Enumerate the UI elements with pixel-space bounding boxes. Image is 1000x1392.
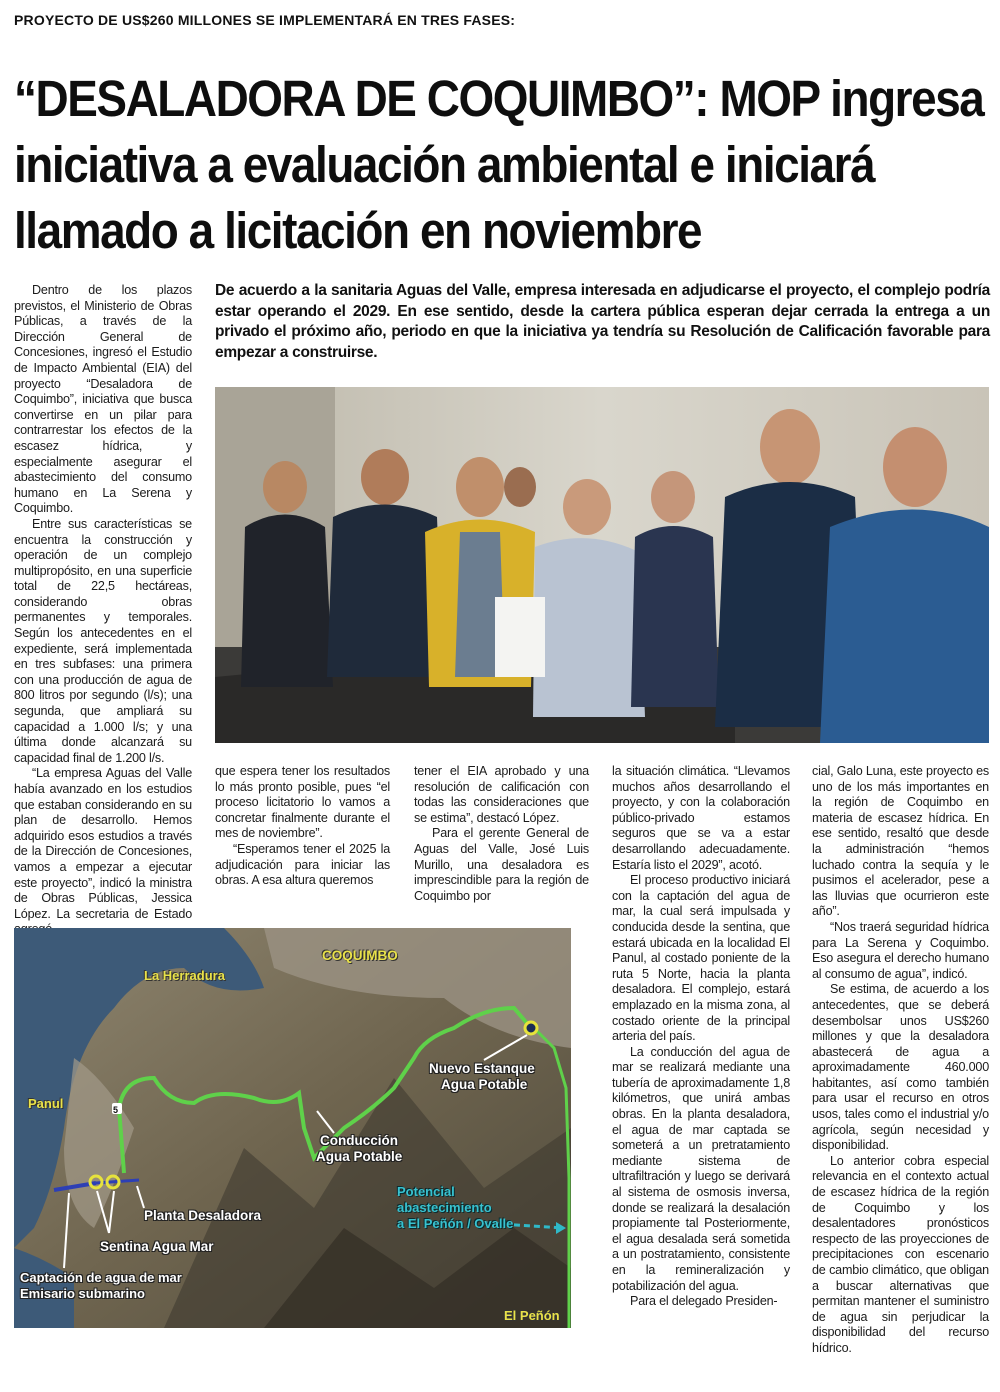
paragraph: “Esperamos tener el 2025 la adjudicación para iniciar las obras. A esa altura queremos: [215, 841, 390, 888]
map-label-potencial-line-1: Potencial: [397, 1184, 455, 1199]
headline-line-1: “DESALADORA DE COQUIMBO”: MOP ingresa: [14, 70, 984, 127]
paragraph: Se estima, de acuerdo a los antecedentes, que se deberá desembolsar unos US$260 millones y que la desaladora abastecerá de agua a aproximadamente 460.000 habitantes, así como también para usar el recurso en otros usos, tales como el industrial y/o agrícola, según necesidad y disponibilidad.: [812, 982, 989, 1153]
paragraph: Para el gerente General de Aguas del Valle, José Luis Murillo, una desaladora es imprescindible para la región de Coquimbo por: [414, 826, 589, 903]
map-label-sentina: Sentina Agua Mar: [100, 1239, 214, 1254]
map-label-conduccion-line-1: Conducción: [320, 1133, 398, 1148]
lead-paragraph: De acuerdo a la sanitaria Aguas del Valle, empresa interesada en adjudicarse el proyecto, el complejo podría estar operando el 2029. En ese sentido, desde la cartera pública esperan dejar cerrada la entrega a un privado el próximo año, periodo en que la iniciativa ya tendría su Resolución de Calificación favorable para empezar a construirse.: [215, 282, 990, 361]
map-label-conduccion-line-2: Agua Potable: [316, 1149, 403, 1164]
map-label-herradura: La Herradura: [144, 968, 225, 983]
photo-illustration: [215, 387, 989, 743]
paragraph: Entre sus características se encuentra la construcción y operación de un complejo multipropósito, en una superficie total de 22,5 hectáreas, considerando obras permanentes y temporales. Según los antecedentes en el expediente, será implementada en tres subfases: una primera con una producción de agua de 800 litros por segundo (l/s); una segunda, que ampliará su capacidad a 1.000 l/s; y una última donde alcanzará su capacidad final de 1.200 l/s.: [14, 516, 192, 765]
paragraph: “La empresa Aguas del Valle había avanzado en los estudios que estaban considerando en su plan de desarrollo. Hemos adquirido esos estudios a través de la Dirección de Concesiones, vamos a empezar a ejecutar este proyecto”, indicó la ministra de Obras Públicas, Jessica López. La secretaria de Estado: [14, 766, 192, 921]
article-column-2: [215, 764, 390, 889]
map-label-penon: El Peñón: [504, 1308, 560, 1323]
map-label-coquimbo: COQUIMBO: [322, 948, 398, 963]
map-label-conduccion: [316, 1133, 403, 1165]
headline: [14, 66, 986, 264]
map-label-route: 5: [113, 1105, 119, 1115]
map-label-potencial-line-3: a El Peñón / Ovalle: [397, 1216, 514, 1231]
map-label-potencial-line-2: abastecimiento: [397, 1200, 492, 1215]
map-illustration: [14, 928, 571, 1328]
map-label-planta: Planta Desaladora: [144, 1208, 262, 1223]
map-label-estanque: [429, 1061, 535, 1093]
map-label-captacion-line-2: Emisario submarino: [20, 1286, 145, 1301]
paragraph: cial, Galo Luna, este proyecto es uno de los más importantes en la región de Coquimbo en materia de escasez hídrica. En ese sentido, resaltó que desde la administración “hemos luchado contra la sequía y le pusimos el acelerador, pese a las lluvias que ocurrieron este año”.: [812, 764, 989, 919]
press-photo: [215, 387, 989, 743]
map-label-captacion-line-1: Captación de agua de mar: [20, 1270, 182, 1285]
map-label-estanque-line-1: Nuevo Estanque: [429, 1061, 535, 1076]
headline-line-2: iniciativa a evaluación ambiental e iniciará: [14, 136, 875, 193]
paragraph: tener el EIA aprobado y una resolución de calificación con todas las consideraciones que se estima”, destacó López.: [414, 764, 589, 825]
map-label-captacion: [20, 1270, 182, 1302]
paragraph: que espera tener los resultados lo más pronto posible, pues “el proceso licitatorio lo vamos a concretar finalmente durante el mes de noviembre”.: [215, 764, 390, 841]
project-map: [14, 928, 571, 1328]
map-label-potencial: [397, 1184, 513, 1232]
map-label-estanque-line-2: Agua Potable: [441, 1077, 528, 1092]
paragraph: La conducción del agua de mar se realizará mediante una tubería de aproximadamente 1,8 kilómetros, que unirá ambas obras. En la planta desaladora, el agua de mar captada se someterá a un pretratamiento mediante sistema de ultrafiltración y luego se derivará al sistema de osmosis inversa, donde se realizará la desalación propiamente tal Posteriormente, el agua desalada será sometida a un postratamiento, consistente en la remineralización y potabilización del agua.: [612, 1044, 790, 1293]
paragraph: Dentro de los plazos previstos, el Ministerio de Obras Públicas, a través de la Dirección General de Concesiones, ingresó el Estudio de Impacto Ambiental (EIA) del proyecto “Desaladora de Coquimbo”, iniciativa que busca convertirse en un pilar para contrarrestar los efectos de la escasez hídrica, y especialmente asegurar el abastecimiento del consumo humano en La Serena y Coquimbo.: [14, 283, 192, 516]
paragraph: “Nos traerá seguridad hídrica para La Serena y Coquimbo. Eso asegura el derecho humano al consumo de agua”, indicó.: [812, 919, 989, 981]
paragraph: Lo anterior cobra especial relevancia en el contexto actual de escasez hídrica de la región de Coquimbo y los desalentadores pronósticos respecto de las proyecciones de precipitaciones con escenario de cambio climático, que obligan a buscar alternativas que permitan mantener el suministro de agua sin perjudicar la disponibilidad del recurso hídrico.: [812, 1153, 989, 1355]
article-column-1: [14, 283, 192, 938]
article-column-5: [812, 764, 989, 1357]
paragraph: la situación climática. “Llevamos muchos años desarrollando el proyecto, y con la colaboración público-privado estamos seguros que se va a estar desarrollando adecuadamente. Estaría listo el 2029”, acotó.: [612, 764, 790, 872]
article-column-4: [612, 764, 790, 1310]
kicker: PROYECTO DE US$260 MILLONES SE IMPLEMENTARÁ EN TRES FASES:: [14, 12, 516, 28]
headline-line-3: llamado a licitación en noviembre: [14, 202, 702, 259]
map-label-panul: Panul: [28, 1096, 64, 1111]
paragraph: El proceso productivo iniciará con la captación del agua de mar, la cual será impulsada y conducida desde la sentina, que estará ubicada en la localidad El Panul, al costado poniente de la ruta 5 Norte, hacia la planta desaladora. El complejo, estará emplazado en la misma zona, al costado oriente de la principal arteria del país.: [612, 873, 790, 1044]
article-column-3: [414, 764, 589, 904]
paragraph: Para el delegado Presiden-: [630, 1294, 778, 1309]
